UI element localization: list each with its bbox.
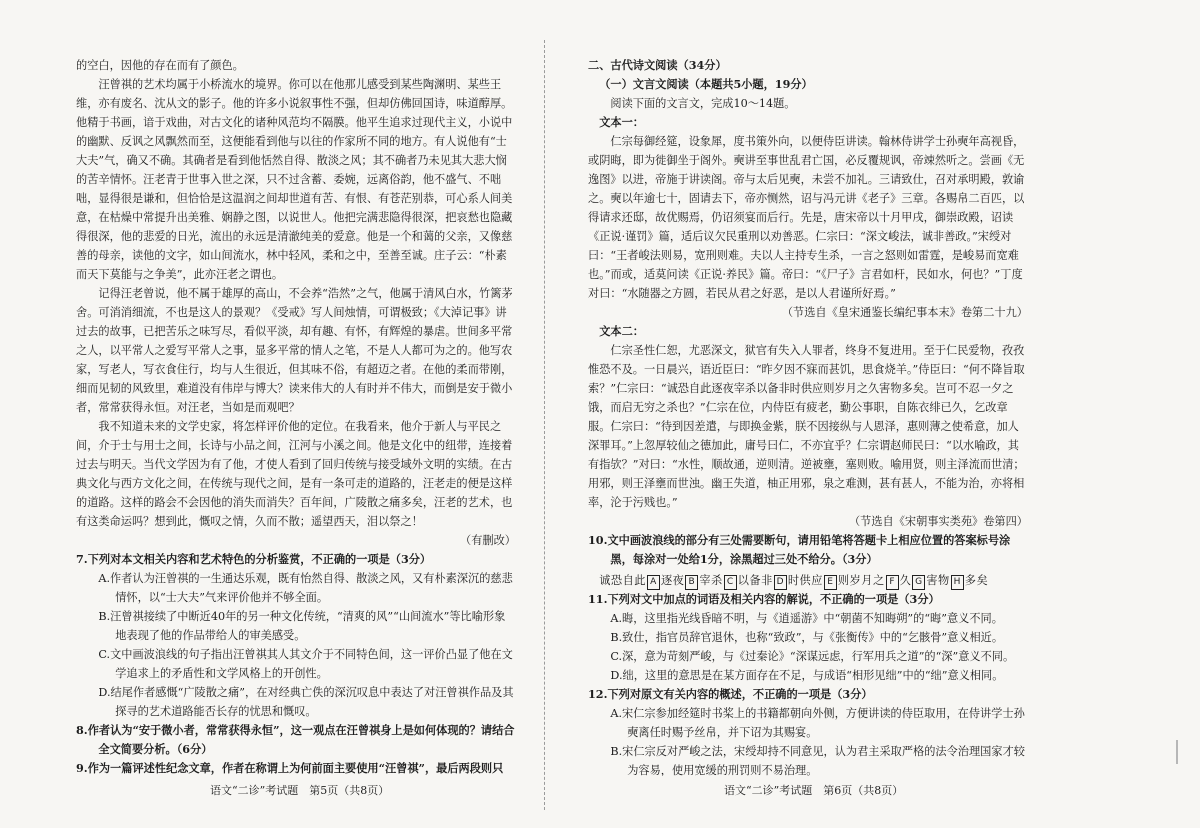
option: B.宋仁宗反对严峻之法，宋绶却持不同意见，认为君主采取严格的法令治理国家才较为容易，使用宽缓的刑罚则不易治理。 [610, 745, 1025, 776]
seg-label-box[interactable]: C [724, 575, 737, 590]
question-number: 10. [588, 533, 608, 547]
left-page [76, 56, 516, 776]
paragraph: 记得汪老曾说，他不属于雄厚的高山，不会养“浩然”之气，他属于清风白水，竹篱茅舍。可消消细流，不也是这人的景观？《受戒》写人间烛情，可谓极致；《大淖记事》讲过去的故事，已把苦乐之味写尽，看似平淡，却有趣、有怀，有辉煌的暴虐。世间多平常之人，以平常人之爱写平常人之事，显多平常的情人之笔，不是人人都可为之的。他写农家，写老人，写衣食住行，均与人生很近，但其味不俗，有超迈之者。在他的柔而带刚，细而见韧的风致里，难道没有伟岸与博大？读来伟大的人有时并不伟大，而倒是安于微小者，常常获得永恒。对汪老，当如是而观吧？ [76, 287, 513, 414]
option [76, 607, 516, 645]
question-text: 下列对本文相关内容和艺术特色的分析鉴赏，不正确的一项是（3分） [87, 552, 432, 566]
text1-body: 仁宗每御经筵，设象犀，度书策外向，以便侍臣讲读。翰林侍讲学士孙奭年高视昏，或阴晦，即为徙御坐于阁外。奭讲至事世乱君亡国，必反覆规讽，帝竦然听之。尝画《无逸图》以进，帝施于讲读阁。帝与太后见奭，未尝不加礼。三请致仕，召对承明殿，敦谕之。奭以年逾七十，固请去下，帝亦恻然，诏与冯元讲《老子》三章。各赐帛二百匹，以得请求还邸，故优赐焉，仍诏须宴而后行。先是，唐宋帝以十月甲戌，御崇政殿，诏读《正说·谨罚》篇，适后议欠民重刑以劝善恶。仁宗曰：“深文峻法，诚非善政。”宋绶对曰：“王者峻法则易，宽刑则难。夫以人主持专生杀，一言之怒则如雷霆，是峻易而宽难也。”而或，适莫问读《正说·养民》篇。帝曰：“《尸子》言君如杆，民如水，何也？”丁度对曰：“水随器之方圆，若民从君之好恶，是以人君谨所好焉。” [588, 135, 1025, 300]
seg-label-box[interactable]: G [912, 575, 925, 590]
question-text: 文中画波浪线的部分有三处需要断句，请用铅笔将答题卡上相应位置的答案标号涂黑，每涂对一处给1分，涂黑超过三处不给分。（3分） [607, 533, 1011, 566]
text2-label: 文本二： [599, 324, 644, 338]
sentence-segmentation-line [588, 571, 1028, 590]
text2-body: 仁宗圣性仁恕，尤恶深文，狱官有失入人罪者，终身不复进用。至于仁民爱物，孜孜惟恐不及。一日晨兴，语近臣曰：“昨夕因不寐而甚饥，思食烧羊。”侍臣曰：“何不降旨取索？”仁宗曰：“诚恐自此逐夜宰杀以备非时供应则岁月之久害物多矣。岂可不忍一夕之饿，而启无穷之杀也？”仁宗在位，内侍臣有疲老，勤公事职，自陈衣绯已久，乞改章服。仁宗曰：“待到因差遣，与即换金紫，朕不因接纵与人恩泽，惠则薄之使希意，加人深罪耳。”上忽厚较仙之德加此，庸号曰仁，不亦宜乎？仁宗谓赵师民曰：“以水喻政，其有指欤？”对曰：“水性，顺故通，逆则清。逆被壅，塞则败。喻用贤，则主泽流而世清；用邪，则王泽壅而世浊。幽王失道，柚正用邪，泉之难测，甚有甚人，不能为治，亦将相率，沦于污贱也。” [588, 344, 1025, 509]
question-text: 作者认为“安于微小者，常常获得永恒”，这一观点在汪曾祺身上是如何体现的？请结合全文简要分析。（6分） [87, 723, 515, 756]
scan-edge-mark [1176, 740, 1178, 764]
seg-text: 害物 [926, 574, 950, 587]
option: D.结尾作者感慨“广陵散之痛”，在对经典亡佚的深沉叹息中表达了对汪曾祺作品及其探寻的艺术道路能否长存的忧思和慨叹。 [98, 686, 514, 718]
seg-label-box[interactable]: F [886, 575, 899, 590]
seg-prefix: 诚恐自此 [599, 574, 646, 587]
seg-label-box[interactable]: E [824, 575, 837, 590]
seg-text: 久 [899, 574, 912, 587]
question-number: 11. [588, 592, 608, 606]
question-9 [76, 759, 516, 776]
paragraph: 汪曾祺的艺术均属于小桥流水的境界。你可以在他那儿感受到某些陶渊明、某些王维，亦有废名、沈从文的影子。他的许多小说叙事性不强，但却仿佛回国诗，味道醇厚。他精于书画，谙于戏曲，对古文化的诸种风范均不隔膜。他平生追求过现代主义，小说中的幽默、反讽之风飘然而至，这便能看到他与以往的作家所不同的地方。有人说他有“士大夫”气，确又不确。其确者是看到他恬然自得、散淡之风；其不确者乃未见其大悲大悯的苦辛情怀。汪老青于世事入世之深，只不过含蓄、委婉，远离俗韵，他不盛气、不咄咄，显得很是谦和，但恰恰是这温润之间却世道有苦、有恨、有苍茫别恭，可心系人间美意，在枯燥中常提升出美雅、娴静之图，以说世人。他把完满悲隐得很深，把哀愁也隐藏得很深，他的悲爱的日光，流出的永远是清澈纯美的爱意。他是一个和蔼的父亲，又像慈善的母亲，读他的文字，如山间流水，林中轻风，柔和之中，至善至诚。庄子云：“朴素而天下莫能与之争美”，此亦汪老之谓也。 [76, 78, 513, 281]
option: D.绌，这里的意思是在某方面存在不足，与成语“相形见绌”中的“绌”意义相同。 [610, 669, 1004, 682]
text2-source: （节选自《宋朝事实类苑》卷第四） [848, 515, 1028, 528]
text1-label: 文本一： [599, 115, 644, 129]
seg-label-box[interactable]: B [685, 575, 698, 590]
question-text: 下列对文中加点的词语及相关内容的解说，不正确的一项是（3分） [607, 592, 940, 606]
question-10 [588, 531, 1028, 569]
option: C.深，意为苛刻严峻，与《过秦论》“深谋远虑，行军用兵之道”的“深”意义不同。 [610, 650, 1015, 663]
option: B.致仕，指官员辞官退休，也称“致政”，与《张衡传》中的“乞骸骨”意义相近。 [610, 631, 1004, 644]
question-text: 下列对原文有关内容的概述，不正确的一项是（3分） [607, 687, 873, 701]
paragraph: 我不知道未来的文学史家，将怎样评价他的定位。在我看来，他介于新人与平民之间，介于士与用士之间，长诗与小品之间，江河与小溪之间。他是文化中的纽带，连接着过去与明天。当代文学因为有了他，才使人看到了回归传统与接受域外文明的实绩。在古典文化与西方文化之间，在传统与现代之间，是有一条可走的道路的，汪老走的便是这样的道路。这样的路会不会因他的消失而消失？百年间，广陵散之痛多矣，汪老的艺术，也有这类命运吗？想到此，慨叹之情，久而不散；遥望西天，泪以祭之！ [76, 420, 513, 528]
question-number: 12. [588, 687, 608, 701]
seg-text: 宰杀 [699, 574, 723, 587]
question-11 [588, 590, 1028, 685]
paragraph: 的空白，因他的存在而有了颜色。 [76, 59, 244, 72]
option: A.宋仁宗参加经筵时书桨上的书籍都朝向外侧，方便讲读的侍臣取用，在侍讲学士孙奭离任时赐予丝帛，并下诏为其赐宴。 [610, 707, 1025, 739]
left-page-footer: 语文“二诊”考试题 第5页（共8页） [210, 784, 390, 797]
seg-text: 逐夜 [660, 574, 685, 587]
question-stem [76, 550, 516, 569]
seg-text: 则岁月之 [837, 574, 885, 587]
question-stem [588, 590, 1028, 609]
text1-source: （节选自《皇宋通鉴长编纪事本末》卷第二十九） [781, 306, 1028, 319]
question-stem [588, 685, 1028, 704]
seg-text: 多矣 [964, 574, 989, 587]
seg-label-box[interactable]: D [774, 575, 787, 590]
question-12 [588, 685, 1028, 776]
section-title: 二、古代诗文阅读（34分） [588, 58, 727, 72]
edit-note: （有删改） [460, 534, 516, 547]
sub-section-title: （一）文言文阅读（本题共5小题，19分） [599, 77, 813, 91]
question-text: 作为一篇评述性纪念文章，作者在称谓上为何前面主要使用“汪曾祺”，最后两段则只 [87, 761, 504, 775]
seg-text: 时供应 [787, 574, 823, 587]
question-number: 8. [76, 723, 88, 737]
option-text: B.汪曾祺接续了中断近40年的另一种文化传统，“清爽的风”“山间流水”等比喻形象地表现了他的作品带给人的审美感受。 [98, 610, 506, 642]
right-page-footer: 语文“二诊”考试题 第6页（共8页） [724, 784, 904, 797]
seg-label-box[interactable]: H [951, 575, 964, 590]
question-7 [76, 550, 516, 721]
right-page [588, 56, 1028, 776]
option: A.晦，这里指光线昏暗不明，与《逍遥游》中“朝菌不知晦朔”的“晦”意义不同。 [610, 612, 1003, 625]
page-divider [544, 40, 545, 810]
seg-text: 以备非 [737, 574, 773, 587]
question-number: 9. [76, 761, 88, 775]
option: C.文中画波浪线的句子指出汪曾祺其人其文介于不同特色间，这一评价凸显了他在文学追求上的矛盾性和文学风格上的开创性。 [98, 648, 513, 680]
question-8 [76, 721, 516, 759]
seg-label-box[interactable]: A [647, 575, 660, 590]
option: A.作者认为汪曾祺的一生通达乐观，既有怡然自得、散淡之风，又有朴素深沉的慈悲情怀，以“士大夫”气来评价他并不够全面。 [98, 572, 513, 604]
question-number: 7. [76, 552, 88, 566]
instruction: 阅读下面的文言文，完成10～14题。 [610, 97, 796, 110]
